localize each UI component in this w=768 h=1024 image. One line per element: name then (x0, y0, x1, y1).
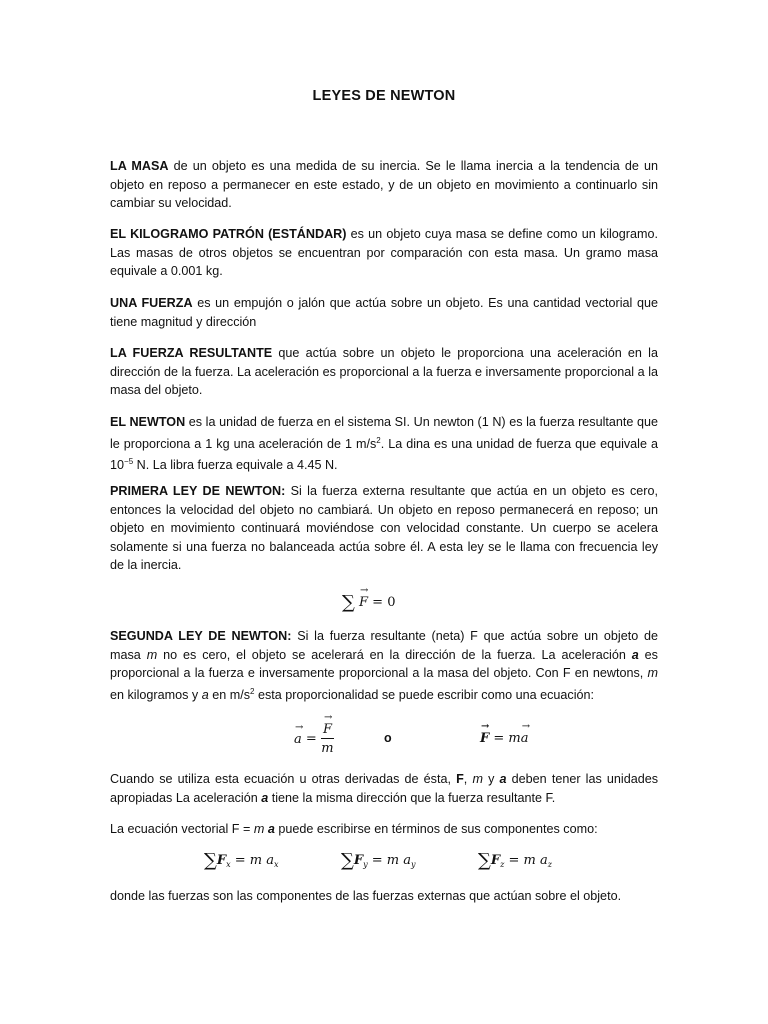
paragraph-ecuacion-vectorial (110, 820, 658, 839)
sigma-symbol: ∑ (204, 850, 217, 871)
equation-sum-fy (341, 850, 416, 871)
mass-var: m (386, 853, 400, 868)
mass-var: m (508, 731, 521, 746)
var-a: a (201, 687, 209, 702)
text-segunda-2: no es cero, el objeto se acelerará en la dirección de la fuerza. La aceleración (157, 647, 632, 662)
paragraph-fuerza (110, 294, 658, 331)
paragraph-primera-ley (110, 482, 658, 575)
equals-sign: = (367, 853, 387, 868)
text-fuerza-resultante: que actúa sobre un objeto le proporciona una aceleración en la dirección de la fuerza. La aceleración es proporcional a la fuerza e inversamente proporcional a la masa del objeto. (110, 346, 658, 397)
text-uso-1: Cuando se utiliza esta ecuación u otras derivadas de ésta, (110, 772, 457, 786)
text-fuerza: es un empujón o jalón que actúa sobre un objeto. Es una cantidad vectorial que tiene magnitud y dirección (110, 296, 658, 329)
term-masa: LA MASA (110, 159, 169, 173)
equation-f-equals-ma (480, 731, 529, 746)
text-primera-ley: Si la fuerza externa resultante que actúa en un objeto es cero, entonces la velocidad del objeto no cambiará. Un objeto en reposo permanecerá en reposo; un objeto en movimiento continuará moviéndose con velocidad constante. Un cuerpo se acelera solamente si una fuerza no balanceada actúa sobre él. A esta ley se le llama con frecuencia ley de la inercia. (110, 484, 659, 572)
equals-sign: = (301, 731, 321, 747)
var-m: m (253, 822, 265, 836)
text-segunda-1: Si la fuerza resultante (neta) F que actúa sobre un objeto de masa (110, 629, 658, 662)
sigma-symbol: ∑ (342, 592, 355, 613)
superscript-minus-5: −5 (124, 457, 134, 466)
text-vectorial-3: puede escribirse en términos de sus componentes como: (274, 822, 598, 836)
equals-sign: = (230, 853, 250, 868)
paragraph-kilogramo (110, 225, 658, 281)
text-newton-b: . La dina es una unidad de fuerza que equivale a 10 (110, 436, 658, 472)
paragraph-donde (110, 887, 658, 906)
acceleration-vector: → a (521, 731, 529, 746)
subscript-x: x (226, 860, 231, 869)
var-a: a (631, 647, 639, 662)
force-var: F (216, 853, 227, 868)
text-vectorial-1: La ecuación vectorial F = (110, 822, 254, 836)
term-fuerza-resultante: LA FUERZA RESULTANTE (110, 346, 273, 360)
paragraph-newton (110, 413, 658, 475)
force-vector: → F (480, 731, 489, 746)
force-var: F (353, 853, 364, 868)
text-uso-4: deben tener las unidades apropiadas La aceleración (110, 772, 659, 805)
paragraph-masa (110, 157, 658, 213)
superscript-2: 2 (376, 435, 381, 445)
equation-sum-forces-zero (342, 592, 395, 613)
force-vector: → F (323, 722, 332, 737)
text-uso-3: y (482, 772, 500, 786)
mass-var: m (249, 853, 263, 868)
fraction (321, 722, 334, 756)
force-vector: → F (359, 595, 368, 610)
page-title: LEYES DE NEWTON (312, 88, 456, 104)
equals-sign: = (504, 853, 524, 868)
var-m: m (146, 647, 158, 662)
sigma-symbol: ∑ (478, 850, 491, 871)
force-var: F (490, 853, 501, 868)
subscript-x: x (274, 860, 279, 869)
equation-a-equals-f-over-m (294, 722, 334, 756)
var-a: a (261, 790, 269, 805)
mass-var: m (321, 741, 334, 756)
text-segunda-4: en kilogramos y (110, 687, 202, 702)
term-kilogramo: EL KILOGRAMO PATRÓN (ESTÁNDAR) (110, 227, 347, 241)
sigma-symbol: ∑ (341, 850, 354, 871)
var-m: m (472, 772, 483, 786)
mass-var: m (523, 853, 536, 868)
equation-sum-fx (204, 850, 279, 871)
paragraph-fuerza-resultante (110, 344, 658, 400)
text-uso-5: tiene la misma dirección que la fuerza resultante F. (268, 790, 556, 805)
text-kilogramo: es un objeto cuya masa se define como un kilogramo. Las masas de otros objetos se encuentran por comparación con esta masa. Un gramo masa equivale a 0.001 kg. (110, 227, 658, 278)
or-connector: o (384, 731, 392, 745)
text-newton-a: es la unidad de fuerza en el sistema SI. Un newton (1 N) es la fuerza resultante que le proporciona a 1 kg una aceleración de 1 m/s (110, 415, 658, 451)
subscript-z: z (547, 860, 552, 869)
paragraph-segunda-ley (110, 627, 658, 704)
accel-var: a (266, 853, 275, 868)
term-primera-ley: PRIMERA LEY DE NEWTON: (110, 484, 286, 498)
term-newton: EL NEWTON (110, 415, 186, 429)
equals-sign: = (489, 731, 509, 746)
var-m: m (647, 666, 658, 680)
text-masa: de un objeto es una medida de su inercia. Se le llama inercia a la tendencia de un objeto en reposo a permanecer en este estado, y de un objeto en movimiento a continuarlo sin cambiar su velocidad. (110, 159, 658, 210)
equation-sum-fz (478, 850, 552, 871)
acceleration-vector: → a (294, 732, 302, 747)
subscript-y: y (363, 860, 368, 869)
equals-zero: = 0 (368, 595, 396, 610)
var-a: a (499, 772, 507, 786)
term-segunda-ley: SEGUNDA LEY DE NEWTON: (110, 629, 292, 643)
term-fuerza: UNA FUERZA (110, 296, 193, 310)
subscript-y: y (411, 860, 416, 869)
text-segunda-3: es proporcional a la fuerza e inversamente proporcional a la masa del objeto. Con F en newtons, (110, 647, 658, 680)
paragraph-uso-ecuacion (110, 770, 658, 807)
subscript-z: z (500, 860, 505, 869)
accel-var: a (403, 853, 412, 868)
text-newton-c: N. La libra fuerza equivale a 4.45 N. (133, 458, 338, 472)
text-donde: donde las fuerzas son las componentes de las fuerzas externas que actúan sobre el objeto. (110, 889, 622, 903)
superscript-2: 2 (250, 686, 255, 696)
var-a: a (267, 822, 275, 836)
text-segunda-5: en m/s (208, 687, 251, 702)
accel-var: a (539, 853, 548, 868)
text-uso-2: , (463, 772, 473, 786)
var-F: F (456, 772, 464, 786)
text-segunda-6: esta proporcionalidad se puede escribir como una ecuación: (254, 687, 595, 702)
